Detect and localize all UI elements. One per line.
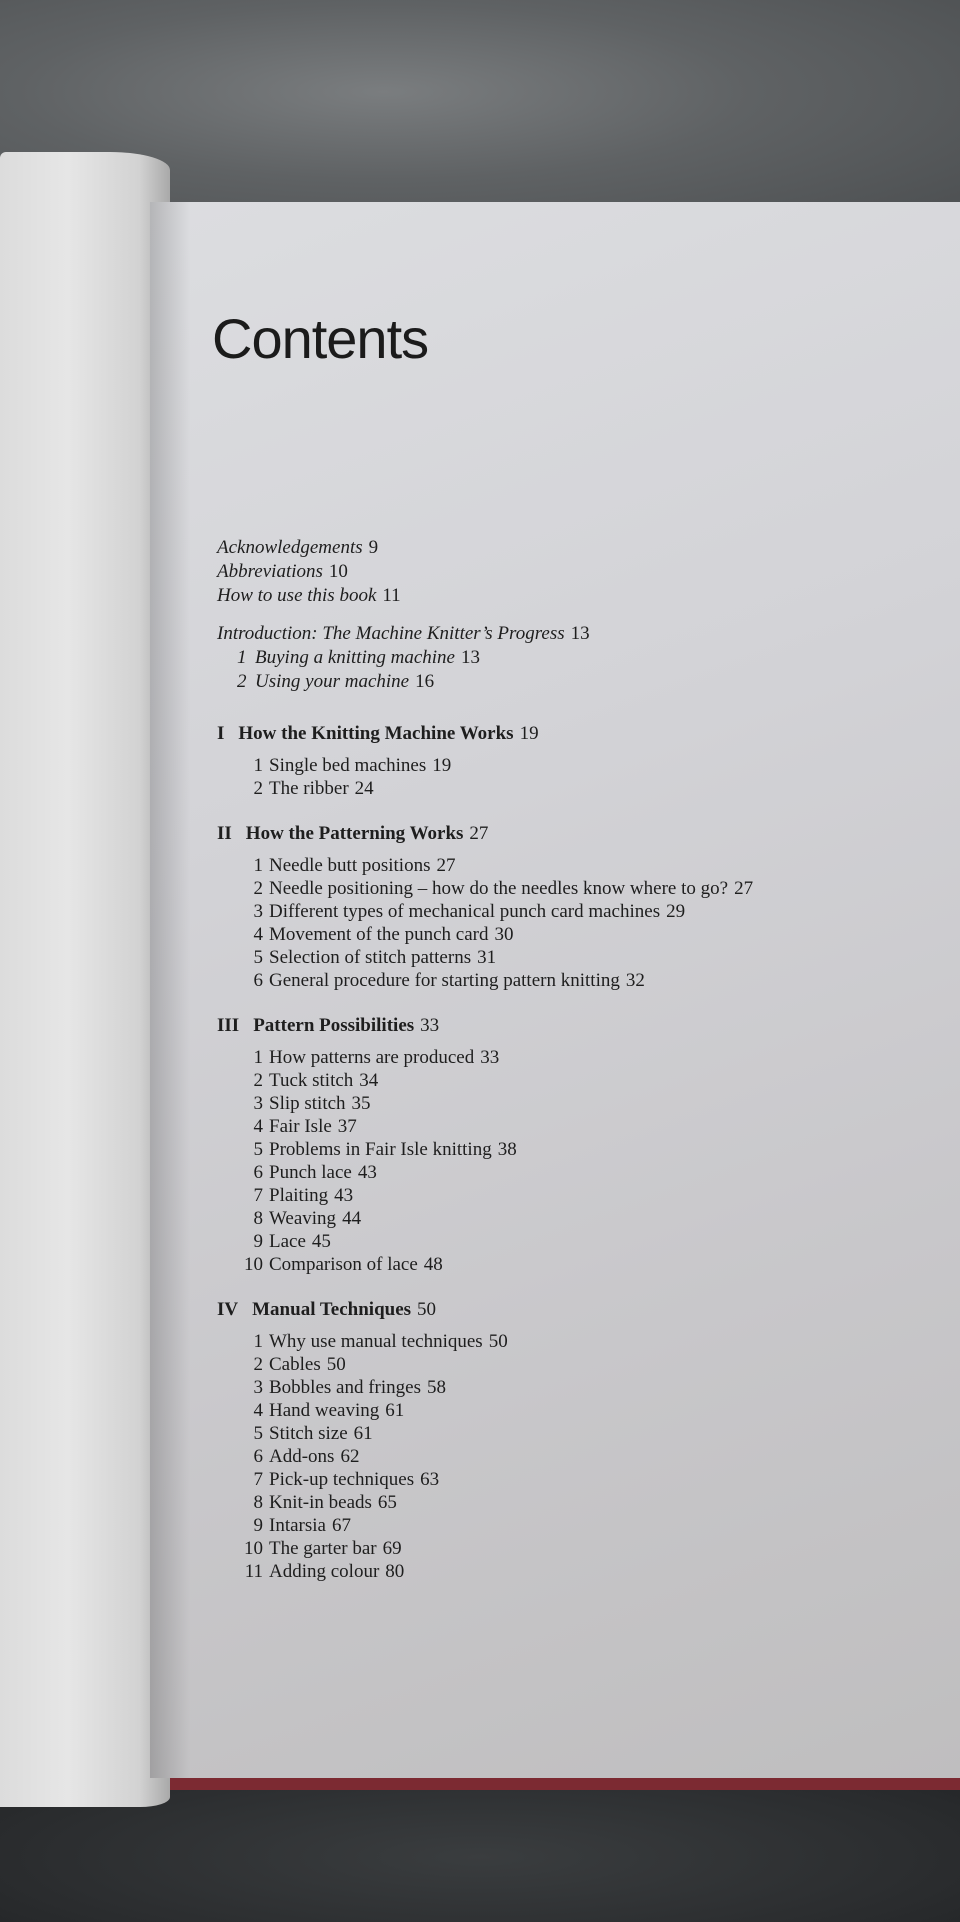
toc-entry[interactable]: 2 Cables 50 [253, 1354, 346, 1375]
toc-entry[interactable]: 5 Problems in Fair Isle knitting 38 [253, 1139, 517, 1160]
toc-entry-abbreviations[interactable]: Abbreviations 10 [217, 561, 348, 582]
page-title: Contents [212, 307, 429, 370]
toc-entry[interactable]: 7 Pick-up techniques 63 [253, 1469, 440, 1490]
section-heading[interactable]: I How the Knitting Machine Works 19 [217, 723, 539, 744]
toc-entry[interactable]: 2 Tuck stitch 34 [253, 1070, 379, 1091]
front-matter [217, 536, 917, 608]
section-heading[interactable]: IV Manual Techniques 50 [217, 1299, 437, 1320]
toc-entry[interactable]: 1 Single bed machines 19 [253, 755, 452, 776]
toc-entry[interactable]: 2 Using your machine 16 [237, 671, 435, 692]
toc-entry[interactable]: 9 Intarsia 67 [253, 1515, 351, 1536]
page-number: 13 [570, 623, 590, 644]
page-number: 10 [328, 561, 348, 582]
section-numeral: II [217, 823, 232, 844]
toc-entry[interactable]: 4 Movement of the punch card 30 [253, 924, 514, 945]
page-number: 16 [415, 671, 435, 692]
toc-entry-introduction[interactable]: Introduction: The Machine Knitter’s Progress 13 [217, 623, 590, 644]
page-number: 19 [519, 723, 539, 744]
section-numeral: IV [217, 1299, 239, 1320]
toc-entry[interactable]: 4 Fair Isle 37 [253, 1116, 357, 1137]
toc-entry[interactable]: 6 Add-ons 62 [253, 1446, 360, 1467]
toc-entry[interactable]: 1 Buying a knitting machine 13 [237, 647, 480, 668]
section-numeral: III [217, 1015, 240, 1036]
toc-entry[interactable]: 4 Hand weaving 61 [253, 1400, 405, 1421]
page-number: 9 [368, 537, 379, 558]
toc-entry[interactable]: 9 Lace 45 [253, 1231, 331, 1252]
toc-entry[interactable]: 3 Bobbles and fringes 58 [253, 1377, 446, 1398]
toc-entry[interactable]: 11 Adding colour 80 [244, 1561, 405, 1582]
toc-entry[interactable]: 2 Needle positioning – how do the needles know where to go? 27 [253, 878, 754, 899]
toc-entry[interactable]: 1 Needle butt positions 27 [253, 855, 456, 876]
page-number: 27 [469, 823, 489, 844]
entry-number: 1 [237, 647, 247, 668]
section-2 [217, 822, 917, 992]
toc-entry[interactable]: 6 General procedure for starting pattern knitting 32 [253, 970, 645, 991]
toc-entry[interactable]: 3 Slip stitch 35 [253, 1093, 371, 1114]
table-of-contents [217, 536, 917, 1605]
page-number: 50 [417, 1299, 437, 1320]
section-heading[interactable]: III Pattern Possibilities 33 [217, 1015, 440, 1036]
toc-entry[interactable]: 8 Knit-in beads 65 [253, 1492, 397, 1513]
entry-number: 2 [237, 671, 247, 692]
page-number: 33 [420, 1015, 440, 1036]
toc-entry[interactable]: 10 Comparison of lace 48 [244, 1254, 443, 1275]
toc-entry[interactable]: 5 Stitch size 61 [253, 1423, 373, 1444]
toc-entry[interactable]: 1 Why use manual techniques 50 [253, 1331, 508, 1352]
toc-entry[interactable]: 1 How patterns are produced 33 [253, 1047, 500, 1068]
page-number: 11 [382, 585, 401, 606]
toc-entry[interactable]: 3 Different types of mechanical punch card machines 29 [253, 901, 686, 922]
section-4 [217, 1298, 917, 1583]
left-page [0, 152, 170, 1807]
section-1 [217, 722, 917, 800]
toc-entry[interactable]: 8 Weaving 44 [253, 1208, 362, 1229]
section-3 [217, 1014, 917, 1276]
toc-entry[interactable]: 2 The ribber 24 [253, 778, 374, 799]
section-numeral: I [217, 723, 225, 744]
toc-entry[interactable]: 5 Selection of stitch patterns 31 [253, 947, 497, 968]
gutter-shadow [150, 202, 190, 1778]
toc-entry[interactable]: 10 The garter bar 69 [244, 1538, 402, 1559]
toc-entry[interactable]: 7 Plaiting 43 [253, 1185, 354, 1206]
section-heading[interactable]: II How the Patterning Works 27 [217, 823, 489, 844]
page-number: 13 [460, 647, 480, 668]
toc-entry[interactable]: 6 Punch lace 43 [253, 1162, 377, 1183]
toc-entry-how-to-use[interactable]: How to use this book 11 [217, 585, 401, 606]
introduction [217, 622, 917, 694]
toc-entry-acknowledgements[interactable]: Acknowledgements 9 [217, 537, 379, 558]
